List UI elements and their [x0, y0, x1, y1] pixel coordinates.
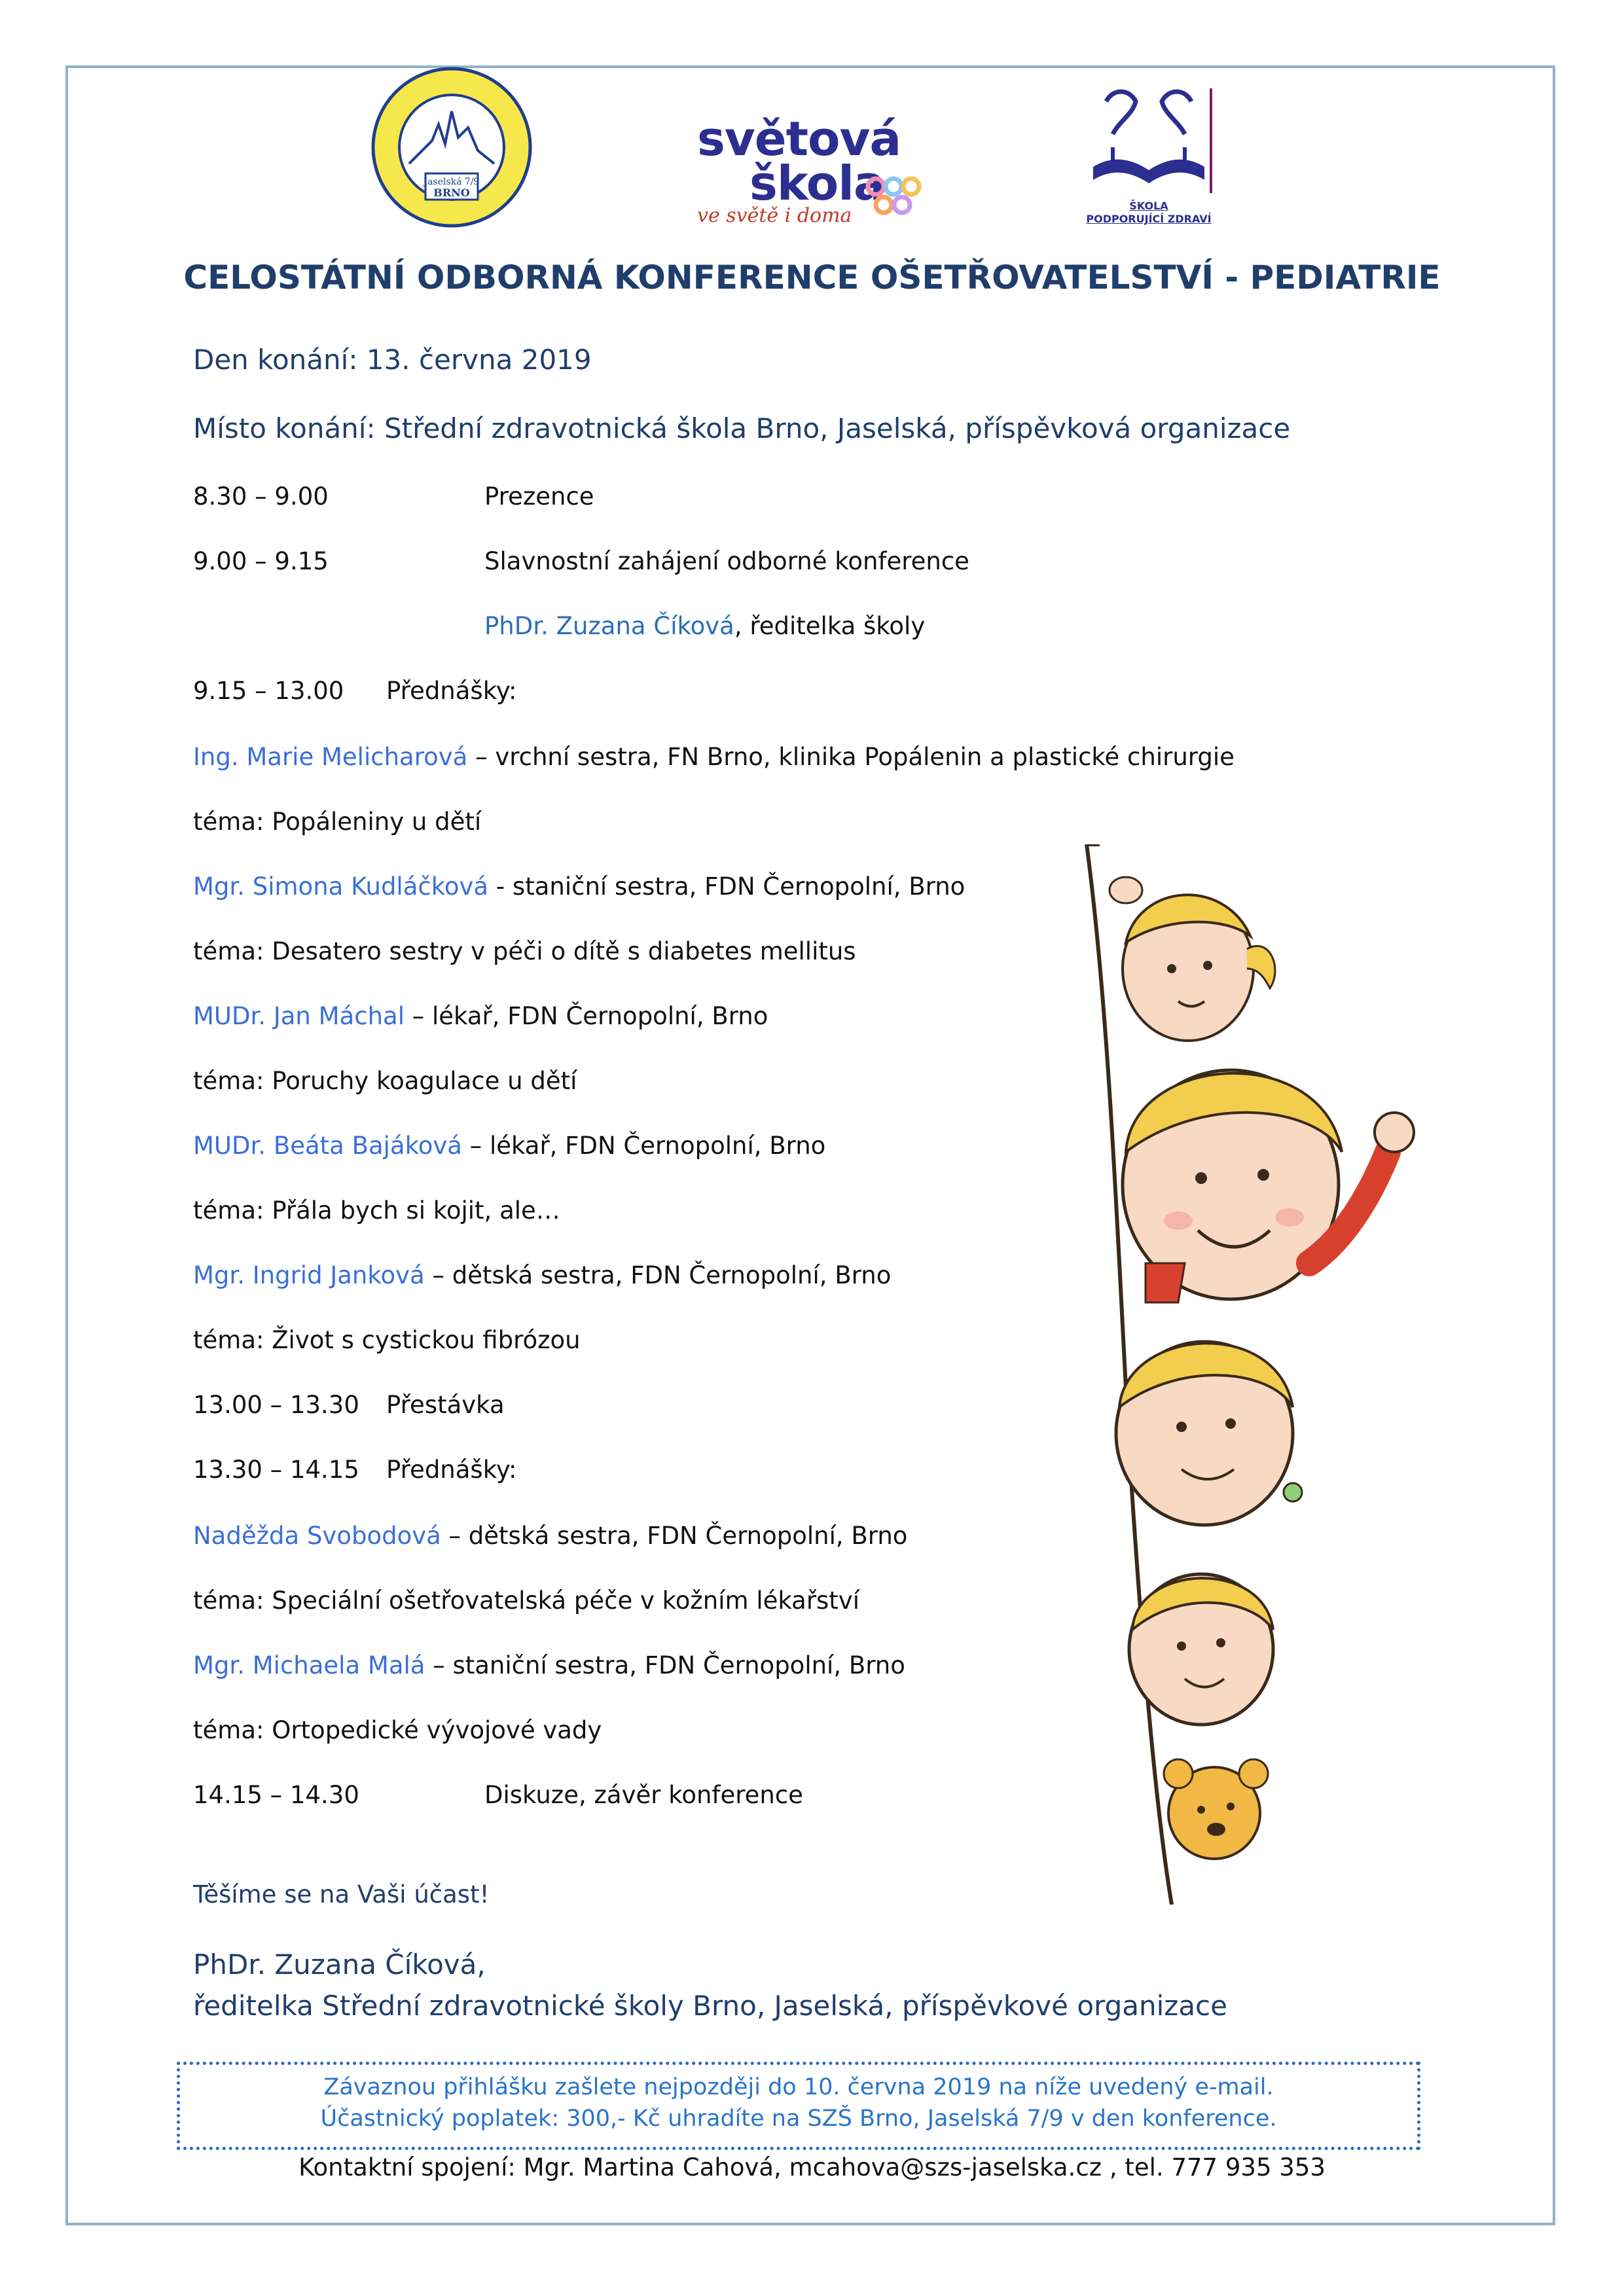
date-line: Den konání: 13. června 2019 [193, 344, 592, 376]
time-1: 8.30 – 9.00 [193, 482, 329, 511]
speaker-role: – dětská sestra, FDN Černopolní, Brno [424, 1261, 892, 1289]
break-time: 13.00 – 13.30 [193, 1391, 359, 1419]
speaker-name: Mgr. Ingrid Janková [193, 1261, 425, 1289]
time-2: 9.00 – 9.15 [193, 547, 329, 575]
talk-topic-7: téma: Ortopedické vývojové vady [193, 1716, 602, 1744]
speaker-role: – vrchní sestra, FN Brno, klinika Popálenin a plastické chirurgie [467, 743, 1235, 771]
notice-line-2: Účastnický poplatek: 300,- Kč uhradíte na SZŠ Brno, Jaselská 7/9 v den konference. [320, 2106, 1277, 2132]
item-1: Prezence [484, 482, 594, 511]
speaker-name: Naděžda Svobodová [193, 1522, 441, 1550]
speaker-role: , ředitelka školy [734, 612, 926, 640]
health-school-caption: ŠKOLA PODPORUJÍCÍ ZDRAVÍ [1086, 200, 1212, 225]
speaker-role: – lékař, FDN Černopolní, Brno [461, 1132, 826, 1160]
colored-rings-icon [864, 173, 926, 219]
speaker-role: – lékař, FDN Černopolní, Brno [404, 1002, 768, 1030]
speaker-name: Ing. Marie Melicharová [193, 743, 468, 771]
closing-time: 14.15 – 14.30 [193, 1781, 359, 1809]
talk-topic-4: téma: Přála bych si kojit, ale… [193, 1196, 560, 1225]
open-book-icon [1074, 82, 1224, 200]
talk-topic-6: téma: Speciální ošetřovatelská péče v kožním lékařství [193, 1587, 859, 1615]
talk-speaker-6 [193, 1522, 907, 1550]
talk-speaker-4 [193, 1132, 825, 1160]
talk-topic-1: téma: Popáleniny u dětí [193, 808, 482, 836]
svg-text:BRNO: BRNO [433, 187, 470, 199]
world-school-tagline: ve světě i doma [697, 204, 852, 227]
closing-label: Diskuze, závěr konference [484, 1781, 803, 1809]
talk-speaker-1 [193, 743, 1235, 771]
signature-role: ředitelka Střední zdravotnické školy Brno, Jaselská, příspěvkové organizace [193, 1990, 1227, 2022]
talk-speaker-2 [193, 872, 965, 901]
speaker-name: PhDr. Zuzana Číková [484, 612, 734, 640]
speaker-role: - staniční sestra, FDN Černopolní, Brno [488, 872, 965, 901]
contact-line: Kontaktní spojení: Mgr. Martina Cahová, mcahova@szs-jaselska.cz , tel. 777 935 353 [298, 2153, 1326, 2181]
world-school-word2: škola [749, 156, 885, 211]
time-3: 9.15 – 13.00 [193, 677, 344, 705]
talk-topic-3: téma: Poruchy koagulace u dětí [193, 1067, 577, 1095]
world-school-word1: světová [697, 111, 901, 166]
item-2: Slavnostní zahájení odborné konference [484, 547, 969, 575]
notice-line-1: Závaznou přihlášku zašlete nejpozději do 10. června 2019 na níže uvedený e-mail. [323, 2074, 1274, 2100]
talk-topic-2: téma: Desatero sestry v péči o dítě s diabetes mellitus [193, 937, 856, 965]
svg-text:Jaselská 7/9: Jaselská 7/9 [424, 177, 480, 187]
talk-speaker-3 [193, 1002, 768, 1030]
registration-notice [177, 2062, 1420, 2150]
speaker-name: MUDr. Jan Máchal [193, 1002, 405, 1030]
break-label: Přestávka [386, 1391, 505, 1419]
item-3: Přednášky: [386, 677, 517, 705]
health-school-logo [1074, 82, 1224, 232]
school-seal-logo [370, 65, 533, 229]
speaker-name: MUDr. Beáta Bajáková [193, 1132, 462, 1160]
speaker-name: Mgr. Michaela Malá [193, 1651, 425, 1679]
block2-time: 13.30 – 14.15 [193, 1456, 359, 1484]
children-peeking-illustration [1074, 844, 1440, 1905]
world-school-logo [697, 111, 926, 232]
greeting: Těšíme se na Vaši účast! [193, 1880, 490, 1909]
opening-speaker [484, 612, 925, 640]
signature-name: PhDr. Zuzana Číková, [193, 1948, 486, 1981]
talk-speaker-5 [193, 1261, 891, 1289]
block2-label: Přednášky: [386, 1456, 517, 1484]
speaker-role: – staniční sestra, FDN Černopolní, Brno [425, 1651, 905, 1679]
page-title: CELOSTÁTNÍ ODBORNÁ KONFERENCE OŠETŘOVATELSTVÍ - PEDIATRIE [183, 259, 1441, 296]
talk-speaker-7 [193, 1651, 905, 1679]
place-line: Místo konání: Střední zdravotnická škola Brno, Jaselská, příspěvková organizace [193, 412, 1291, 444]
speaker-role: – dětská sestra, FDN Černopolní, Brno [441, 1522, 908, 1550]
talk-topic-5: téma: Život s cystickou fibrózou [193, 1326, 581, 1354]
speaker-name: Mgr. Simona Kudláčková [193, 872, 489, 901]
